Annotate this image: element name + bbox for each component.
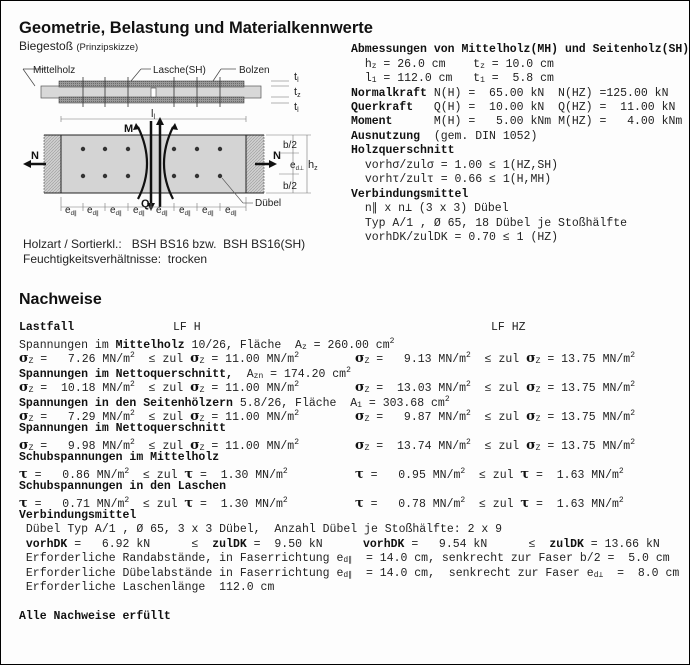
- vm-check-heading: Verbindungsmittel: [19, 509, 137, 522]
- splice-sketch: [21, 59, 321, 234]
- lastfall-label: Lastfall: [19, 321, 75, 334]
- label-mittelholz: Mittelholz: [33, 65, 76, 76]
- label-moment: M: [124, 123, 134, 135]
- label-b2-bottom: b/2: [283, 181, 297, 192]
- dims-line-1: hz = 26.0 cm tz = 10.0 cm: [364, 58, 554, 71]
- moisture-label: Feuchtigkeitsverhältnisse:: [23, 252, 162, 266]
- plate-length-line: Erforderliche Laschenlänge 112.0 cm: [25, 581, 275, 594]
- label-edpar: $e_{d\parallel}$: [65, 205, 77, 217]
- label-lasche: Lasche(SH): [153, 65, 206, 76]
- t1-lf-hz: τ = 0.95 $MN/m^2$ ≤ zul τ = 1.63 $MN/m^2$: [355, 467, 624, 482]
- t1-lf-h: τ = 0.86 $MN/m^2$ ≤ zul τ = 1.30 $MN/m^2$: [19, 467, 288, 482]
- result-summary: Alle Nachweise erfüllt: [19, 610, 171, 623]
- vm-check-line-1: Dübel Typ A/1 , Ø 65, 3 x 3 Dübel, Anzahl Dübel je Stoßhälfte: 2 x 9: [25, 523, 503, 536]
- label-edpar: $e_{d\parallel}$: [133, 205, 145, 217]
- vm-check-lf-hz: vorhDK = 9.54 kN ≤ zulDK = 13.66 kN: [363, 538, 660, 551]
- holz-line-2: vorhτ/zulτ = 0.66 ≤ 1(H,MH): [364, 173, 552, 186]
- vm-check-lf-h: vorhDK = 6.92 kN ≤ zulDK = 9.50 kN: [25, 538, 323, 551]
- vm-line-1: n∥ x n⊥ (3 x 3) Dübel: [364, 202, 509, 215]
- label-shear: Q: [141, 198, 150, 210]
- label-edpar: $e_{d\parallel}$: [202, 205, 214, 217]
- label-normal-left: N: [31, 150, 39, 162]
- label-edpar: $e_{d\parallel}$: [179, 205, 191, 217]
- t2-lf-h: τ = 0.71 $MN/m^2$ ≤ zul τ = 1.30 $MN/m^2$: [19, 496, 288, 511]
- normal-force-line: Normalkraft N(H) = 65.00 kN N(HZ) =125.00 kN: [351, 87, 669, 100]
- vm-heading: Verbindungsmittel: [351, 188, 469, 201]
- s2-heading: Spannungen im Nettoquerschnitt, Azn = 174.20 $cm^2$: [19, 366, 351, 381]
- s1-lf-hz: σZ = 9.13 $MN/m^2$ ≤ zul σZ = 13.75 $MN/m^2$: [355, 351, 635, 366]
- shear-force-line: Querkraft Q(H) = 10.00 kN Q(HZ) = 11.00 kN: [351, 101, 676, 114]
- label-edpar: $e_{d\parallel}$: [87, 205, 99, 217]
- s3-lf-h: σZ = 7.29 $MN/m^2$ ≤ zul σZ = 11.00 $MN/m^2$: [19, 409, 299, 424]
- label-edperp: $e_{d\perp}$: [290, 160, 305, 172]
- moisture-value: trocken: [167, 252, 208, 266]
- dims-heading: Abmessungen von Mittelholz(MH) und Seitenholz(SH): [351, 43, 690, 56]
- wood-type-line: [23, 237, 305, 251]
- moment-line: Moment M(H) = 5.00 kNm M(HZ) = 4.00 kNm: [351, 115, 683, 128]
- section-title-nachweise: Nachweise: [19, 291, 102, 308]
- label-edpar: $e_{d\parallel}$: [156, 205, 168, 217]
- label-tz: tz: [294, 86, 301, 99]
- sketch-caption: [19, 39, 138, 53]
- label-t1-top: tl: [294, 71, 299, 84]
- t2-heading: Schubspannungen in den Laschen: [19, 480, 227, 493]
- s3-heading: Spannungen in den Seitenhölzern 5.8/26, Fläche A1 = 303.68 $cm^2$: [19, 395, 450, 410]
- s1-heading: Spannungen im Mittelholz 10/26, Fläche Az = 260.00 $cm^2$: [19, 337, 395, 352]
- lf-h-label: LF H: [173, 321, 201, 334]
- s2-lf-hz: σZ = 13.03 $MN/m^2$ ≤ zul σZ = 13.75 $MN/m^2$: [355, 380, 635, 395]
- moisture-line: [23, 252, 207, 266]
- utilization-line: Ausnutzung (gem. DIN 1052): [351, 130, 538, 143]
- wood-type-value: BSH BS16 bzw. BSH BS16(SH): [131, 237, 306, 251]
- side-view: [23, 65, 301, 114]
- label-t1-bottom: tl: [294, 101, 299, 114]
- s4-lf-hz: σZ = 13.74 $MN/m^2$ ≤ zul σZ = 13.75 $MN/m^2$: [355, 438, 635, 453]
- vm-line-2: Typ A/1 , Ø 65, 18 Dübel je Stoßhälfte: [364, 217, 628, 230]
- s2-lf-h: σZ = 10.18 $MN/m^2$ ≤ zul σZ = 11.00 $MN/m^2$: [19, 380, 299, 395]
- dowel-spacing-line: Erforderliche Dübelabstände in Faserrichtung ed∥ = 14.0 cm, senkrecht zur Faser ed⊥ = 8.0 cm: [25, 567, 680, 580]
- holz-heading: Holzquerschnitt: [351, 144, 455, 157]
- t2-lf-hz: τ = 0.78 $MN/m^2$ ≤ zul τ = 1.63 $MN/m^2$: [355, 496, 624, 511]
- label-b2-top: b/2: [283, 140, 297, 151]
- s1-lf-h: σZ = 7.26 $MN/m^2$ ≤ zul σZ = 11.00 $MN/m^2$: [19, 351, 299, 366]
- s3-lf-hz: σZ = 9.87 $MN/m^2$ ≤ zul σZ = 13.75 $MN/m^2$: [355, 409, 635, 424]
- lf-hz-label: LF HZ: [491, 321, 526, 334]
- sketch-title: Biegestoß: [19, 39, 74, 53]
- top-view: [23, 108, 318, 217]
- t1-heading: Schubspannungen im Mittelholz: [19, 451, 220, 464]
- label-normal-right: N: [273, 150, 281, 162]
- label-l1: ll: [151, 108, 156, 121]
- wood-type-label: Holzart / Sortierkl.:: [23, 237, 122, 251]
- vm-line-3: vorhDK/zulDK = 0.70 ≤ 1 (HZ): [364, 231, 559, 244]
- s4-heading: Spannungen im Nettoquerschnitt: [19, 422, 227, 435]
- edge-distance-line: Erforderliche Randabstände, in Faserrichtung ed∥ = 14.0 cm, senkrecht zur Faser b/2 = 5.0 cm: [25, 552, 670, 565]
- label-duebel: Dübel: [255, 198, 282, 209]
- page-title: Geometrie, Belastung und Materialkennwerte: [19, 19, 373, 37]
- s4-lf-h: σZ = 9.98 $MN/m^2$ ≤ zul σZ = 11.00 $MN/m^2$: [19, 438, 299, 453]
- label-edpar: $e_{d\parallel}$: [225, 205, 237, 217]
- label-edpar: $e_{d\parallel}$: [110, 205, 122, 217]
- sketch-note: (Prinzipskizze): [76, 42, 139, 53]
- dims-line-2: l1 = 112.0 cm t1 = 5.8 cm: [364, 72, 554, 85]
- label-bolzen: Bolzen: [239, 65, 270, 76]
- label-hz: hz: [308, 159, 318, 172]
- holz-line-1: vorhσ/zulσ = 1.00 ≤ 1(HZ,SH): [364, 159, 559, 172]
